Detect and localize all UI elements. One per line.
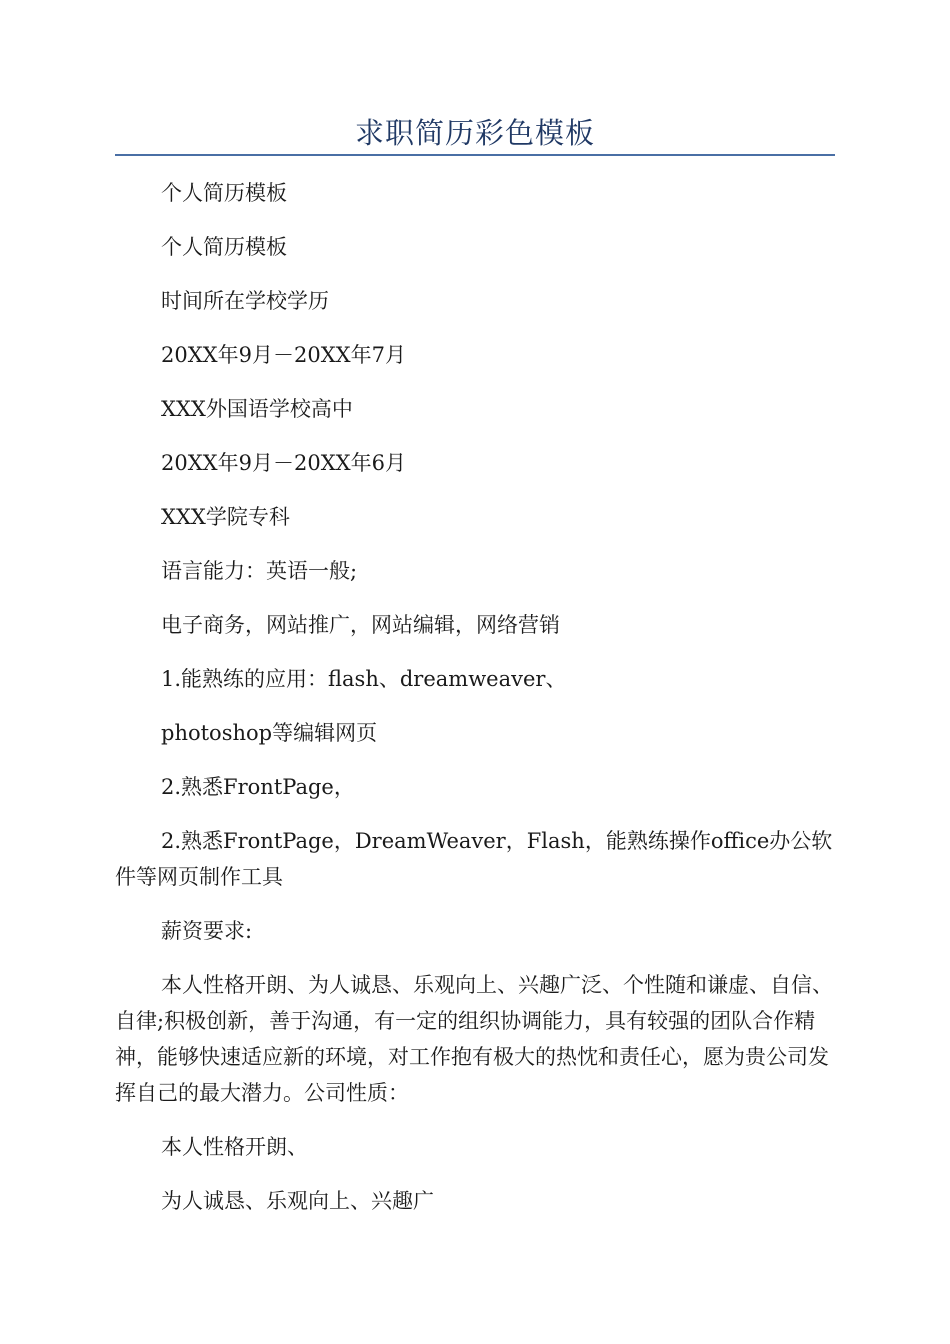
paragraph: 语言能力：英语一般;: [161, 559, 358, 583]
title-underline: [115, 154, 835, 156]
paragraph: 1.能熟练的应用：flash、dreamweaver、: [161, 667, 567, 691]
paragraph: 2.熟悉FrontPage，DreamWeaver，Flash，能熟练操作office办公软件等网页制作工具: [115, 829, 833, 889]
paragraph: XXX外国语学校高中: [161, 397, 353, 421]
document-body: [115, 175, 835, 1237]
document-title: 求职简历彩色模板: [354, 116, 595, 150]
paragraph: 20XX年9月－20XX年6月: [161, 451, 406, 475]
paragraph: 20XX年9月－20XX年7月: [161, 343, 406, 367]
paragraph: 个人简历模板: [161, 235, 287, 259]
paragraph: 个人简历模板: [161, 181, 287, 205]
paragraph: 本人性格开朗、: [161, 1135, 308, 1159]
paragraph: 时间所在学校学历: [161, 289, 329, 313]
paragraph: photoshop等编辑网页: [161, 721, 378, 745]
paragraph: 电子商务，网站推广，网站编辑，网络营销: [161, 613, 560, 637]
paragraph: 为人诚恳、乐观向上、兴趣广: [161, 1189, 434, 1213]
paragraph: XXX学院专科: [161, 505, 290, 529]
paragraph: 薪资要求:: [161, 919, 253, 943]
paragraph: 本人性格开朗、为人诚恳、乐观向上、兴趣广泛、个性随和谦虚、自信、自律;积极创新，善于沟通，有一定的组织协调能力，具有较强的团队合作精神，能够快速适应新的环境，对工作抱有极大的热忱和责任心，愿为贵公司发挥自己的最大潜力。公司性质：: [115, 973, 833, 1105]
paragraph: 2.熟悉FrontPage，: [161, 775, 355, 799]
